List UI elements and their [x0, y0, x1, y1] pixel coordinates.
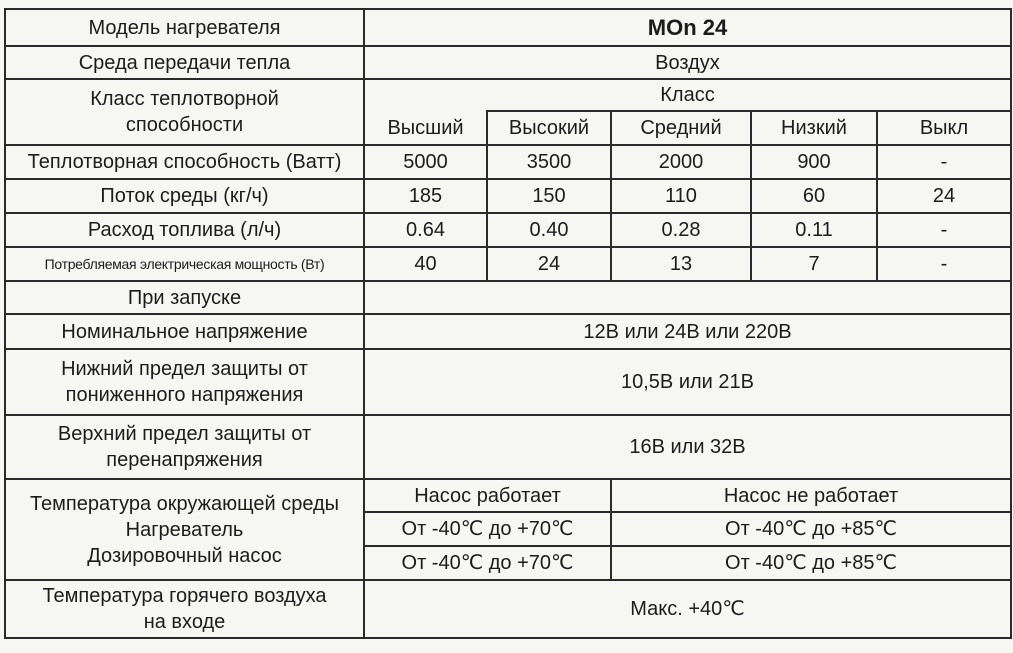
class-label-line2: способности: [125, 114, 244, 136]
cell-value: 0.11: [751, 213, 877, 247]
table-row: [5, 213, 1011, 247]
medium-label: Среда передачи тепла: [5, 46, 364, 79]
row-low-protect: [5, 349, 1011, 415]
row-class-header: [5, 79, 1011, 111]
row-label: Потребляемая электрическая мощность (Вт): [5, 247, 364, 281]
cell-value: -: [877, 247, 1011, 281]
model-value: MOn 24: [364, 9, 1011, 46]
cell-value: 60: [751, 179, 877, 213]
class-level: Выкл: [877, 111, 1011, 145]
cell-value: 185: [364, 179, 487, 213]
class-level: Высший: [364, 111, 487, 145]
table-row: [5, 247, 1011, 281]
cell-value: 3500: [487, 145, 611, 179]
pump-on-header: Насос работает: [364, 479, 611, 512]
low-protect-label: [5, 349, 364, 415]
cell-value: 110: [611, 179, 751, 213]
cell-value: 0.40: [487, 213, 611, 247]
high-protect-label: [5, 415, 364, 479]
cell-value: 900: [751, 145, 877, 179]
voltage-label: Номинальное напряжение: [5, 314, 364, 349]
cell-value: 24: [487, 247, 611, 281]
class-header: Класс: [364, 79, 1011, 111]
row-voltage: [5, 314, 1011, 349]
inlet-line1: Температура горячего воздуха: [42, 585, 327, 607]
low-protect-value: 10,5В или 21В: [364, 349, 1011, 415]
inlet-line2: на входе: [143, 611, 226, 633]
class-label-line1: Класс теплотворной: [90, 88, 279, 110]
class-level: Средний: [611, 111, 751, 145]
cell-value: 7: [751, 247, 877, 281]
row-ambient-header: [5, 479, 1011, 512]
ambient-line1: Температура окружающей среды: [29, 492, 340, 515]
cell-value: -: [877, 213, 1011, 247]
cell-value: -: [877, 145, 1011, 179]
startup-value: [364, 281, 1011, 314]
cell-value: 2000: [611, 145, 751, 179]
cell-value: 0.64: [364, 213, 487, 247]
heater-pump-on: От -40℃ до +70℃: [364, 512, 611, 546]
cell-value: 13: [611, 247, 751, 281]
low-protect-line2: пониженного напряжения: [65, 384, 304, 406]
cell-value: 150: [487, 179, 611, 213]
inlet-label: [5, 580, 364, 638]
cell-value: 40: [364, 247, 487, 281]
row-startup: [5, 281, 1011, 314]
low-protect-line1: Нижний предел защиты от: [61, 358, 308, 380]
row-model: [5, 9, 1011, 46]
ambient-line3: Дозировочный насос: [87, 544, 282, 567]
class-level: Низкий: [751, 111, 877, 145]
ambient-label: [5, 479, 364, 580]
row-inlet: [5, 580, 1011, 638]
pump-pump-off: От -40℃ до +85℃: [611, 546, 1011, 580]
specifications-table: [4, 8, 1012, 639]
high-protect-value: 16В или 32В: [364, 415, 1011, 479]
row-label: Поток среды (кг/ч): [5, 179, 364, 213]
class-level: Высокий: [487, 111, 611, 145]
inlet-value: Макс. +40℃: [364, 580, 1011, 638]
row-label: Расход топлива (л/ч): [5, 213, 364, 247]
cell-value: 24: [877, 179, 1011, 213]
row-medium: [5, 46, 1011, 79]
high-protect-line1: Верхний предел защиты от: [57, 423, 312, 445]
pump-off-header: Насос не работает: [611, 479, 1011, 512]
pump-pump-on: От -40℃ до +70℃: [364, 546, 611, 580]
high-protect-line2: перенапряжения: [106, 449, 263, 471]
cell-value: 5000: [364, 145, 487, 179]
ambient-line2: Нагреватель: [125, 518, 244, 541]
cell-value: 0.28: [611, 213, 751, 247]
model-label: Модель нагревателя: [5, 9, 364, 46]
startup-label: При запуске: [5, 281, 364, 314]
heater-pump-off: От -40℃ до +85℃: [611, 512, 1011, 546]
medium-value: Воздух: [364, 46, 1011, 79]
table-row: [5, 179, 1011, 213]
row-label: Теплотворная способность (Ватт): [5, 145, 364, 179]
voltage-value: 12В или 24В или 220В: [364, 314, 1011, 349]
class-label: [5, 79, 364, 145]
table-row: [5, 145, 1011, 179]
row-high-protect: [5, 415, 1011, 479]
